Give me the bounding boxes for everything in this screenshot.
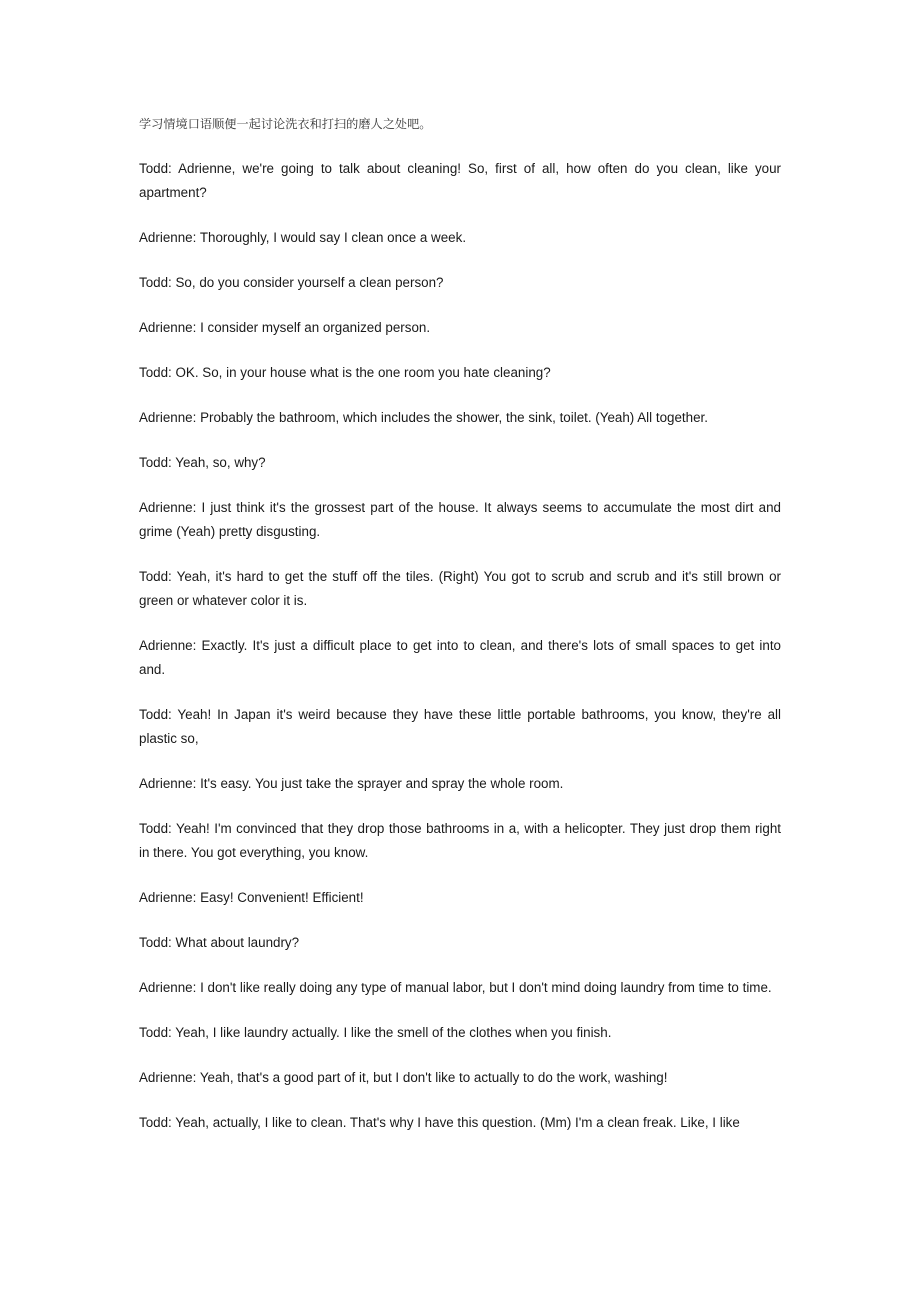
- line-text: What about laundry?: [175, 935, 300, 950]
- line-text: Yeah, it's hard to get the stuff off the tiles. (Right) You got to scrub and scrub and it's still brown or green or whatever color it is.: [139, 569, 782, 608]
- line-text: Yeah, that's a good part of it, but I don't like to actually to do the work, washing!: [199, 1070, 668, 1085]
- line-text: Yeah! I'm convinced that they drop those bathrooms in a, with a helicopter. They just drop them right in there. You got everything, you know.: [139, 821, 781, 860]
- dialogue-line: [139, 316, 781, 340]
- dialogue-line: [139, 1111, 781, 1135]
- dialogue-line: [139, 976, 781, 1000]
- dialogue-line: [139, 565, 781, 613]
- dialogue-line: [139, 817, 781, 865]
- dialogue-line: [139, 451, 781, 475]
- dialogue-line: [139, 772, 781, 796]
- intro-line: 学习情境口语顺便一起讨论洗衣和打扫的磨人之处吧。: [139, 117, 432, 131]
- line-text: Exactly. It's just a difficult place to get into to clean, and there's lots of small spaces to get into and.: [139, 638, 781, 677]
- speaker-name: Adrienne :: [139, 320, 200, 335]
- speaker-name: Adrienne :: [139, 1070, 200, 1085]
- speaker-name: Todd :: [139, 275, 176, 290]
- speaker-name: Todd :: [139, 1025, 175, 1040]
- line-text: OK. So, in your house what is the one room you hate cleaning?: [175, 365, 551, 380]
- document-page: [139, 112, 781, 1156]
- dialogue-line: [139, 406, 781, 430]
- dialogue-line: [139, 271, 781, 295]
- speaker-name: Adrienne :: [139, 638, 201, 653]
- speaker-name: Todd :: [139, 821, 176, 836]
- line-text: I consider myself an organized person.: [200, 320, 431, 335]
- speaker-name: Todd :: [139, 935, 176, 950]
- line-text: It's easy. You just take the sprayer and spray the whole room.: [200, 776, 564, 791]
- speaker-name: Adrienne :: [139, 776, 200, 791]
- speaker-name: Todd :: [139, 1115, 175, 1130]
- dialogue-line: [139, 634, 781, 682]
- line-text: I don't like really doing any type of manual labor, but I don't mind doing laundry from time to time.: [200, 980, 772, 995]
- dialogue-line: [139, 1066, 781, 1090]
- speaker-name: Adrienne :: [139, 500, 201, 515]
- line-text: Yeah, actually, I like to clean. That's why I have this question. (Mm) I'm a clean freak. Like, I like: [175, 1115, 740, 1130]
- speaker-name: Todd :: [139, 569, 177, 584]
- line-text: Easy! Convenient! Efficient!: [200, 890, 364, 905]
- speaker-name: Todd :: [139, 365, 176, 380]
- line-text: I just think it's the grossest part of the house. It always seems to accumulate the most dirt and grime (Yeah) pretty disgusting.: [139, 500, 781, 539]
- line-text: So, do you consider yourself a clean person?: [175, 275, 444, 290]
- dialogue-line: [139, 1021, 781, 1045]
- speaker-name: Adrienne :: [139, 410, 200, 425]
- dialogue-line: [139, 226, 781, 250]
- speaker-name: Adrienne :: [139, 980, 200, 995]
- line-text: Probably the bathroom, which includes the shower, the sink, toilet. (Yeah) All together.: [200, 410, 708, 425]
- dialogue-line: [139, 931, 781, 955]
- speaker-name: Todd :: [139, 455, 175, 470]
- line-text: Yeah, I like laundry actually. I like the smell of the clothes when you finish.: [175, 1025, 612, 1040]
- speaker-name: Todd :: [139, 161, 178, 176]
- dialogue-line: [139, 886, 781, 910]
- speaker-name: Adrienne :: [139, 230, 200, 245]
- line-text: Thoroughly, I would say I clean once a week.: [199, 230, 467, 245]
- dialogue-line: [139, 703, 781, 751]
- line-text: Adrienne, we're going to talk about cleaning! So, first of all, how often do you clean, like your apartment?: [139, 161, 781, 200]
- line-text: Yeah! In Japan it's weird because they have these little portable bathrooms, you know, they're all plastic so,: [139, 707, 782, 746]
- dialogue-line: [139, 361, 781, 385]
- speaker-name: Todd :: [139, 707, 177, 722]
- dialogue-line: [139, 157, 781, 205]
- speaker-name: Adrienne :: [139, 890, 200, 905]
- line-text: Yeah, so, why?: [175, 455, 266, 470]
- dialogue-line: [139, 496, 781, 544]
